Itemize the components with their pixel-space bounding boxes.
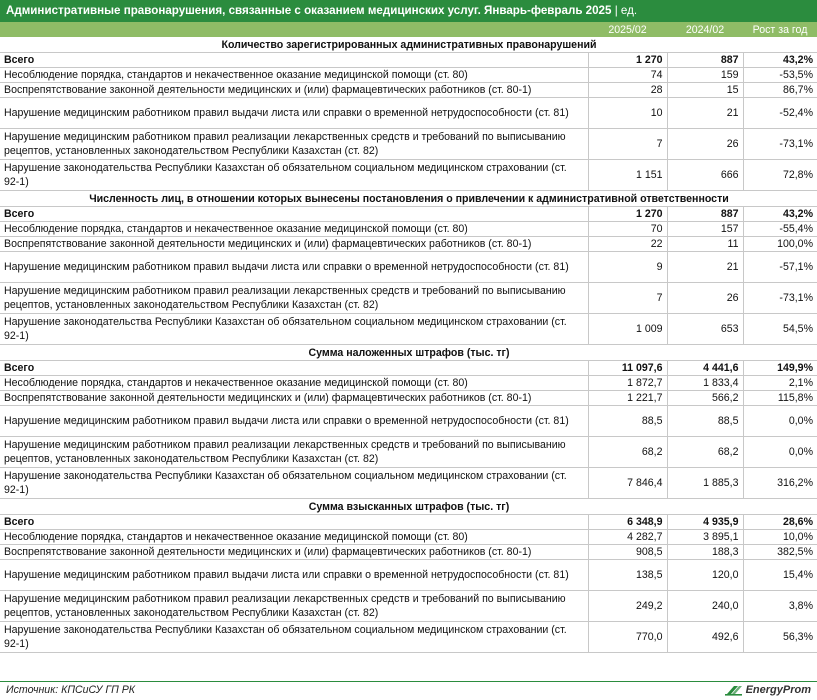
value-2025: 1 270 xyxy=(588,207,667,222)
value-2024: 120,0 xyxy=(667,560,743,591)
row-label: Нарушение медицинским работником правил реализации лекарственных средств и требований по выписыванию рецептов, установленных законодательством Республики Казахстан (ст. 82) xyxy=(0,437,588,468)
table-row xyxy=(0,252,817,283)
value-2025: 1 270 xyxy=(588,53,667,68)
value-growth: 10,0% xyxy=(743,530,817,545)
row-label: Несоблюдение порядка, стандартов и некачественное оказание медицинской помощи (ст. 80) xyxy=(0,222,588,237)
value-2024: 887 xyxy=(667,53,743,68)
value-2025: 1 009 xyxy=(588,314,667,345)
value-growth: 56,3% xyxy=(743,622,817,653)
table-row xyxy=(0,237,817,252)
value-2024: 887 xyxy=(667,207,743,222)
row-label: Воспрепятствование законной деятельности медицинских и (или) фармацевтических работников (ст. 80-1) xyxy=(0,545,588,560)
value-growth: -55,4% xyxy=(743,222,817,237)
row-label: Нарушение медицинским работником правил реализации лекарственных средств и требований по выписыванию рецептов, установленных законодательством Республики Казахстан (ст. 82) xyxy=(0,283,588,314)
total-row xyxy=(0,361,817,376)
row-label: Воспрепятствование законной деятельности медицинских и (или) фармацевтических работников (ст. 80-1) xyxy=(0,83,588,98)
section-title: Численность лиц, в отношении которых вынесены постановления о привлечении к административной ответственности xyxy=(0,191,817,207)
value-growth: 15,4% xyxy=(743,560,817,591)
value-2025: 9 xyxy=(588,252,667,283)
value-2024: 3 895,1 xyxy=(667,530,743,545)
value-2024: 68,2 xyxy=(667,437,743,468)
value-2025: 22 xyxy=(588,237,667,252)
value-growth: -52,4% xyxy=(743,98,817,129)
source-note: Источник: КПСиСУ ГП РК xyxy=(6,684,136,696)
value-growth: -73,1% xyxy=(743,283,817,314)
report-title: Административные правонарушения, связанные с оказанием медицинских услуг. Январь-февраль 2025 xyxy=(6,4,612,17)
value-2024: 15 xyxy=(667,83,743,98)
row-label: Нарушение медицинским работником правил выдачи листа или справки о временной нетрудоспособности (ст. 81) xyxy=(0,406,588,437)
report-unit: | ед. xyxy=(614,4,638,17)
value-growth: 3,8% xyxy=(743,591,817,622)
row-label: Всего xyxy=(0,361,588,376)
column-header-2025: 2025/02 xyxy=(588,22,667,37)
value-2024: 11 xyxy=(667,237,743,252)
table-row xyxy=(0,468,817,499)
column-header-2024: 2024/02 xyxy=(667,22,743,37)
value-2025: 1 872,7 xyxy=(588,376,667,391)
value-growth: 43,2% xyxy=(743,53,817,68)
value-growth: 28,6% xyxy=(743,515,817,530)
value-2025: 7 846,4 xyxy=(588,468,667,499)
table-row xyxy=(0,83,817,98)
value-2025: 10 xyxy=(588,98,667,129)
value-growth: 43,2% xyxy=(743,207,817,222)
value-growth: 100,0% xyxy=(743,237,817,252)
value-growth: 382,5% xyxy=(743,545,817,560)
title-bar xyxy=(0,0,817,22)
value-2024: 566,2 xyxy=(667,391,743,406)
table-body xyxy=(0,37,817,653)
value-growth: 86,7% xyxy=(743,83,817,98)
table-row xyxy=(0,406,817,437)
value-2024: 492,6 xyxy=(667,622,743,653)
value-2025: 11 097,6 xyxy=(588,361,667,376)
value-2025: 1 221,7 xyxy=(588,391,667,406)
table-row xyxy=(0,314,817,345)
value-growth: 2,1% xyxy=(743,376,817,391)
energyprom-logo-icon xyxy=(725,683,743,696)
value-2025: 7 xyxy=(588,129,667,160)
row-label: Несоблюдение порядка, стандартов и некачественное оказание медицинской помощи (ст. 80) xyxy=(0,530,588,545)
value-growth: 149,9% xyxy=(743,361,817,376)
value-2025: 88,5 xyxy=(588,406,667,437)
table-row xyxy=(0,591,817,622)
value-2025: 138,5 xyxy=(588,560,667,591)
total-row xyxy=(0,207,817,222)
row-label: Нарушение законодательства Республики Казахстан об обязательном социальном медицинском страховании (ст. 92-1) xyxy=(0,314,588,345)
value-2024: 1 885,3 xyxy=(667,468,743,499)
value-growth: 316,2% xyxy=(743,468,817,499)
table-row xyxy=(0,545,817,560)
value-growth: 72,8% xyxy=(743,160,817,191)
table-row xyxy=(0,160,817,191)
value-growth: 54,5% xyxy=(743,314,817,345)
value-2025: 770,0 xyxy=(588,622,667,653)
value-2025: 74 xyxy=(588,68,667,83)
row-label: Несоблюдение порядка, стандартов и некачественное оказание медицинской помощи (ст. 80) xyxy=(0,68,588,83)
value-2024: 88,5 xyxy=(667,406,743,437)
row-label: Нарушение медицинским работником правил реализации лекарственных средств и требований по выписыванию рецептов, установленных законодательством Республики Казахстан (ст. 82) xyxy=(0,591,588,622)
value-2025: 28 xyxy=(588,83,667,98)
value-2025: 68,2 xyxy=(588,437,667,468)
value-growth: -53,5% xyxy=(743,68,817,83)
value-2024: 157 xyxy=(667,222,743,237)
value-2024: 159 xyxy=(667,68,743,83)
value-2024: 21 xyxy=(667,98,743,129)
value-2024: 4 935,9 xyxy=(667,515,743,530)
row-label: Воспрепятствование законной деятельности медицинских и (или) фармацевтических работников (ст. 80-1) xyxy=(0,391,588,406)
logo-text: EnergyProm xyxy=(745,683,811,696)
table-row xyxy=(0,222,817,237)
section-header-row xyxy=(0,191,817,207)
brand-logo xyxy=(725,683,811,696)
value-2024: 21 xyxy=(667,252,743,283)
table-row xyxy=(0,622,817,653)
row-label: Нарушение медицинским работником правил выдачи листа или справки о временной нетрудоспособности (ст. 81) xyxy=(0,560,588,591)
value-2025: 1 151 xyxy=(588,160,667,191)
table-row xyxy=(0,560,817,591)
value-2024: 4 441,6 xyxy=(667,361,743,376)
row-label: Всего xyxy=(0,515,588,530)
table-row xyxy=(0,68,817,83)
value-2025: 249,2 xyxy=(588,591,667,622)
total-row xyxy=(0,515,817,530)
table-row xyxy=(0,283,817,314)
row-label: Нарушение медицинским работником правил выдачи листа или справки о временной нетрудоспособности (ст. 81) xyxy=(0,98,588,129)
value-2025: 6 348,9 xyxy=(588,515,667,530)
row-label: Нарушение законодательства Республики Казахстан об обязательном социальном медицинском страховании (ст. 92-1) xyxy=(0,622,588,653)
total-row xyxy=(0,53,817,68)
row-label: Нарушение законодательства Республики Казахстан об обязательном социальном медицинском страховании (ст. 92-1) xyxy=(0,468,588,499)
value-growth: 0,0% xyxy=(743,406,817,437)
value-2024: 1 833,4 xyxy=(667,376,743,391)
table-row xyxy=(0,376,817,391)
table-row xyxy=(0,129,817,160)
section-title: Сумма взысканных штрафов (тыс. тг) xyxy=(0,499,817,515)
row-label: Нарушение законодательства Республики Казахстан об обязательном социальном медицинском страховании (ст. 92-1) xyxy=(0,160,588,191)
value-2024: 666 xyxy=(667,160,743,191)
section-header-row xyxy=(0,499,817,515)
section-title: Сумма наложенных штрафов (тыс. тг) xyxy=(0,345,817,361)
value-2025: 70 xyxy=(588,222,667,237)
table-row xyxy=(0,98,817,129)
row-label: Несоблюдение порядка, стандартов и некачественное оказание медицинской помощи (ст. 80) xyxy=(0,376,588,391)
row-label: Всего xyxy=(0,53,588,68)
row-label: Всего xyxy=(0,207,588,222)
value-2025: 4 282,7 xyxy=(588,530,667,545)
value-2024: 188,3 xyxy=(667,545,743,560)
section-header-row xyxy=(0,37,817,53)
row-label: Нарушение медицинским работником правил выдачи листа или справки о временной нетрудоспособности (ст. 81) xyxy=(0,252,588,283)
table-row xyxy=(0,530,817,545)
data-table xyxy=(0,22,817,653)
table-row xyxy=(0,437,817,468)
value-2024: 26 xyxy=(667,129,743,160)
value-2024: 240,0 xyxy=(667,591,743,622)
footer xyxy=(0,681,817,700)
value-growth: -73,1% xyxy=(743,129,817,160)
value-growth: 115,8% xyxy=(743,391,817,406)
section-header-row xyxy=(0,345,817,361)
value-2025: 7 xyxy=(588,283,667,314)
row-label: Воспрепятствование законной деятельности медицинских и (или) фармацевтических работников (ст. 80-1) xyxy=(0,237,588,252)
column-header-row xyxy=(0,22,817,37)
value-2024: 26 xyxy=(667,283,743,314)
value-2025: 908,5 xyxy=(588,545,667,560)
value-growth: 0,0% xyxy=(743,437,817,468)
value-2024: 653 xyxy=(667,314,743,345)
table-row xyxy=(0,391,817,406)
column-header-growth: Рост за год xyxy=(743,22,817,37)
section-title: Количество зарегистрированных административных правонарушений xyxy=(0,37,817,53)
column-header-label xyxy=(0,22,588,37)
row-label: Нарушение медицинским работником правил реализации лекарственных средств и требований по выписыванию рецептов, установленных законодательством Республики Казахстан (ст. 82) xyxy=(0,129,588,160)
value-growth: -57,1% xyxy=(743,252,817,283)
